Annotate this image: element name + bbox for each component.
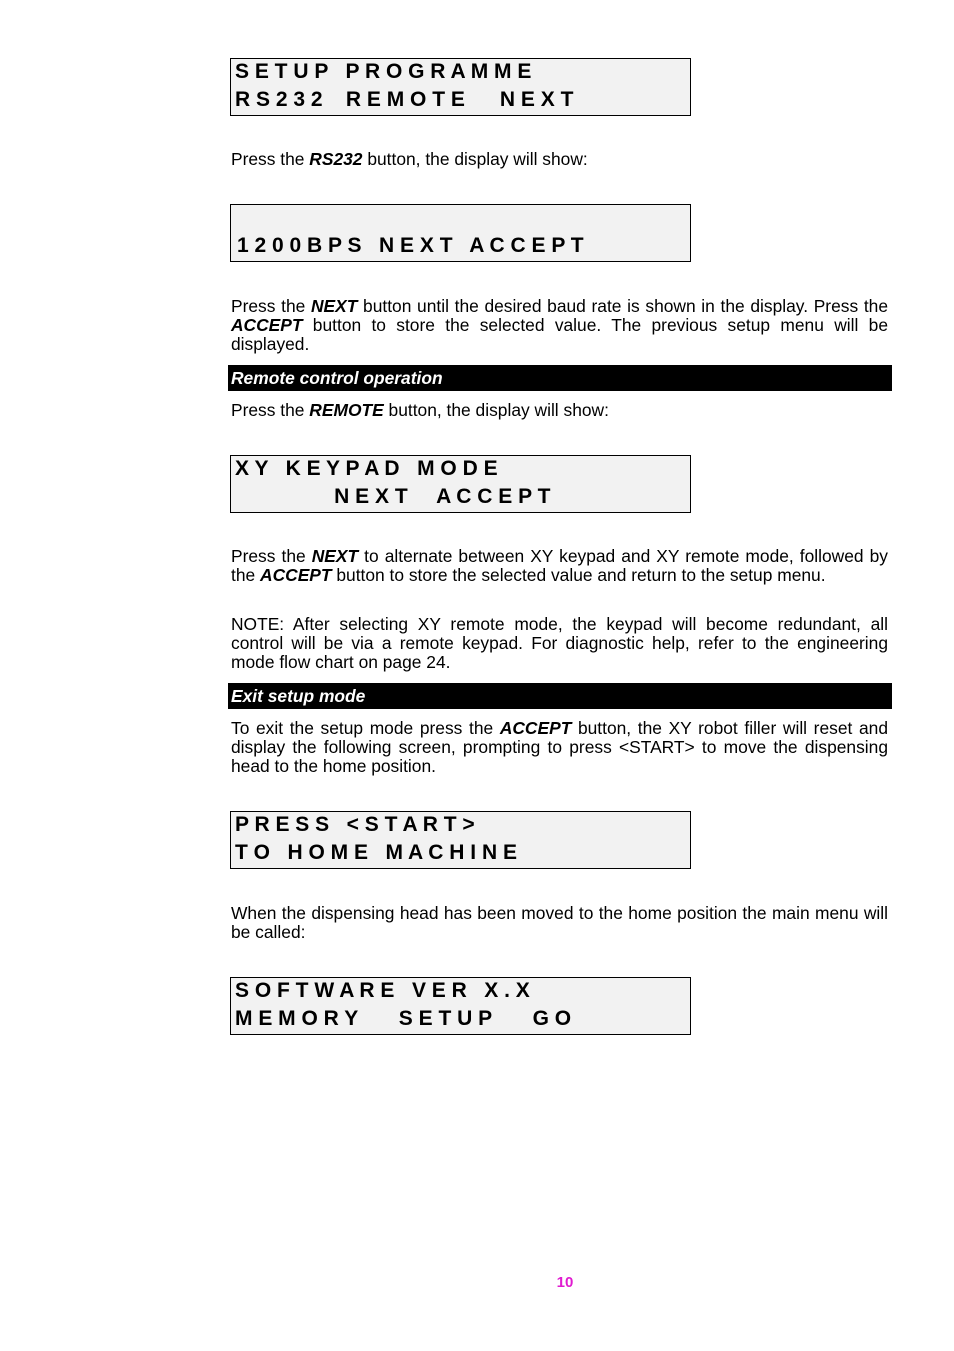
section-heading-exit-setup: Exit setup mode bbox=[228, 683, 892, 709]
lcd-display-baud bbox=[230, 204, 691, 262]
lcd-line-2: T O H O M E M A C H I N E bbox=[235, 841, 517, 864]
text: button until the desired baud rate is shown in the display. Press the bbox=[357, 296, 888, 316]
lcd-line-1: X Y K E Y P A D M O D E bbox=[235, 457, 498, 480]
next-keyword: NEXT bbox=[310, 296, 358, 316]
lcd-line-2: M E M O R Y S E T U P G O bbox=[235, 1007, 572, 1030]
text: button, the XY robot filler will reset and display the following screen, prompting to press <START> to move the dispensing head to the home position. bbox=[231, 718, 889, 776]
text: To exit the setup mode press the bbox=[231, 718, 500, 738]
accept-keyword: ACCEPT bbox=[499, 718, 572, 738]
lcd-display-press-start bbox=[230, 811, 691, 869]
rs232-keyword: RS232 bbox=[309, 149, 363, 169]
paragraph-alternate-mode bbox=[231, 547, 888, 585]
lcd-line-2: N E X T A C C E P T bbox=[235, 485, 551, 508]
lcd-line-1: P R E S S < S T A R T > bbox=[235, 813, 475, 836]
next-keyword: NEXT bbox=[311, 546, 359, 566]
lcd-display-setup-programme bbox=[230, 58, 691, 116]
text: Press the bbox=[231, 546, 312, 566]
lcd-line-2: R S 2 3 2 R E M O T E N E X T bbox=[235, 88, 574, 111]
text: Press the bbox=[231, 149, 310, 169]
accept-keyword: ACCEPT bbox=[231, 315, 303, 335]
text: button to store the selected value. The previous setup menu will be displayed. bbox=[231, 315, 888, 354]
section-heading-remote-control: Remote control operation bbox=[228, 365, 892, 391]
paragraph-remote bbox=[231, 401, 888, 420]
lcd-line-1: S O F T W A R E V E R X . X bbox=[235, 979, 530, 1002]
text: Press the bbox=[231, 400, 310, 420]
text: button, the display will show: bbox=[362, 149, 588, 169]
paragraph-rs232 bbox=[231, 150, 888, 169]
text: button, the display will show: bbox=[383, 400, 609, 420]
paragraph-note: NOTE: After selecting XY remote mode, the keypad will become redundant, all control will be via a remote keypad. For diagnostic help, refer to the engineering mode flow chart on page 24. bbox=[231, 614, 888, 672]
page-number: 10 bbox=[556, 1274, 574, 1291]
text: button to store the selected value and return to the setup menu. bbox=[331, 565, 826, 585]
text: to alternate between XY keypad and XY remote mode, followed by the bbox=[231, 546, 888, 585]
text: Press the bbox=[231, 296, 311, 316]
paragraph-baud-rate bbox=[231, 297, 888, 354]
remote-keyword: REMOTE bbox=[309, 400, 384, 420]
lcd-display-main-menu bbox=[230, 977, 691, 1035]
lcd-display-keypad-mode bbox=[230, 455, 691, 513]
lcd-line-2: 1 2 0 0 B P S N E X T A C C E P T bbox=[237, 234, 584, 257]
lcd-line-1: S E T U P P R O G R A M M E bbox=[235, 60, 532, 83]
paragraph-exit bbox=[231, 719, 888, 776]
paragraph-main-menu: When the dispensing head has been moved to the home position the main menu will be called: bbox=[231, 903, 888, 942]
accept-keyword: ACCEPT bbox=[260, 565, 332, 585]
